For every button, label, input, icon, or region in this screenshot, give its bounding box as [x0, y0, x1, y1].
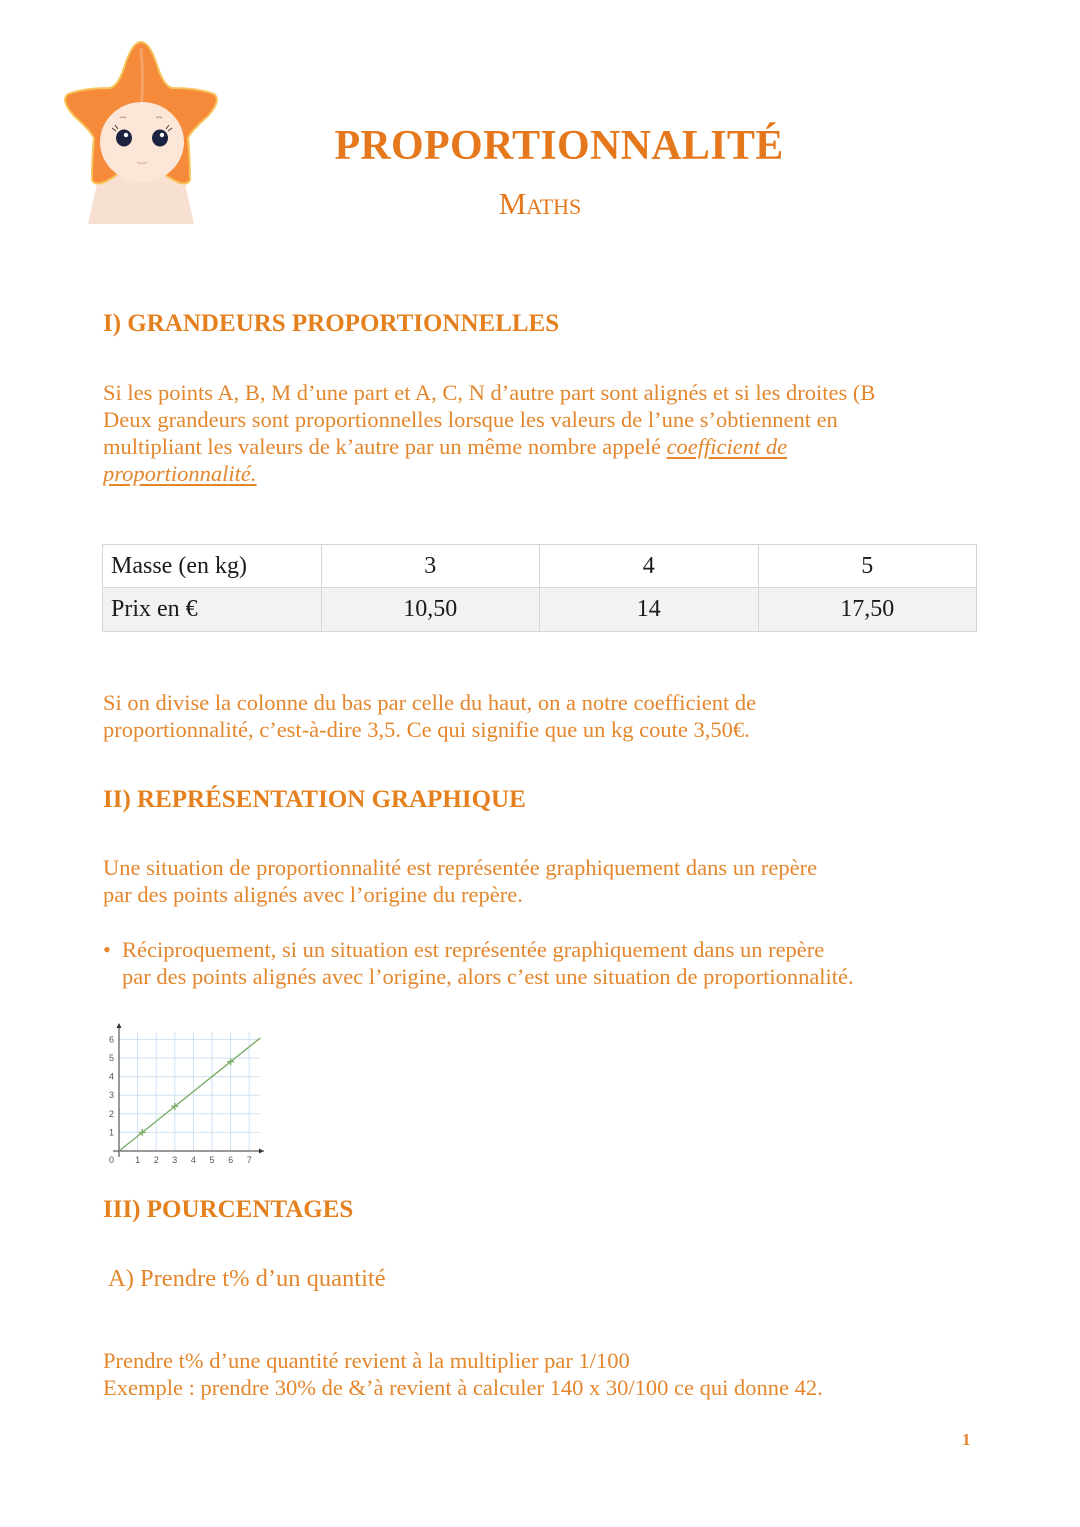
bullet-icon: • [103, 937, 111, 962]
y-tick-label: 4 [108, 1071, 114, 1082]
table-cell: Prix en € [103, 588, 322, 632]
x-tick-label: 7 [246, 1155, 252, 1165]
y-tick-label: 2 [108, 1108, 114, 1119]
section-heading-pourcentages: III) POURCENTAGES [103, 1196, 354, 1223]
page-title: PROPORTIONNALITÉ [334, 123, 784, 169]
paragraph-line: Réciproquement, si un situation est représentée graphiquement dans un repère [122, 937, 825, 962]
section3-paragraph [103, 1347, 823, 1401]
proportional-line [119, 1038, 260, 1151]
table-cell: 4 [540, 545, 759, 588]
y-tick-label: 6 [108, 1034, 114, 1045]
table-cell: 5 [758, 545, 977, 588]
paragraph-line: par des points alignés avec l’origine, alors c’est une situation de proportionnalité. [122, 964, 854, 989]
paragraph-line: Une situation de proportionnalité est représentée graphiquement dans un repère [103, 855, 818, 880]
y-tick-label: 1 [108, 1127, 114, 1138]
section-heading-representation: II) REPRÉSENTATION GRAPHIQUE [103, 786, 526, 813]
coefficient-paragraph [103, 689, 756, 743]
proportionality-graph [100, 1020, 272, 1172]
table-cell: 17,50 [758, 588, 977, 632]
section1-paragraph [103, 379, 978, 487]
page-subtitle: Maths [498, 186, 582, 221]
y-axis-arrow-icon [117, 1023, 122, 1028]
paragraph-line [103, 433, 978, 460]
line-graph [100, 1020, 272, 1172]
paragraph-line: par des points alignés avec l’origine du repère. [103, 882, 523, 907]
table-cell: 14 [540, 588, 759, 632]
paragraph-line: Prendre t% d’une quantité revient à la multiplier par 1/100 [103, 1348, 630, 1373]
paragraph-line: Si on divise la colonne du bas par celle du haut, on a notre coefficient de [103, 690, 757, 715]
table-row [103, 545, 977, 588]
section-heading-grandeurs: I) GRANDEURS PROPORTIONNELLES [103, 310, 560, 337]
proportion-table [102, 544, 977, 632]
emphasis-term: coefficient de [666, 434, 788, 459]
x-axis-arrow-icon [259, 1149, 264, 1154]
x-tick-label: 1 [135, 1155, 141, 1165]
page-number: 1 [962, 1430, 971, 1449]
paragraph-line: Exemple : prendre 30% de &’à revient à calculer 140 x 30/100 ce qui donne 42. [103, 1375, 823, 1400]
emphasis-term: proportionnalité. [103, 461, 257, 486]
x-tick-label: 4 [190, 1155, 196, 1165]
section2-paragraph [103, 854, 817, 908]
paragraph-line: Si les points A, B, M d’une part et A, C, N d’autre part sont alignés et si les droites (B [103, 380, 876, 405]
bullet-text [122, 936, 854, 990]
y-tick-label: 3 [108, 1090, 114, 1101]
table-cell: Masse (en kg) [103, 545, 322, 588]
x-tick-label: 6 [228, 1155, 234, 1165]
paragraph-line: Deux grandeurs sont proportionnelles lorsque les valeurs de l’une s’obtiennent en [103, 407, 838, 432]
x-tick-label: 2 [153, 1155, 159, 1165]
table-cell: 3 [321, 545, 540, 588]
subsection-heading: A) Prendre t% d’un quantité [108, 1265, 386, 1292]
paragraph-line [103, 460, 978, 487]
y-tick-label: 5 [108, 1053, 114, 1063]
origin-label: 0 [108, 1155, 114, 1165]
paragraph-line: proportionnalité, c’est-à-dire 3,5. Ce qui signifie que un kg coute 3,50€. [103, 717, 750, 742]
table-row [103, 588, 977, 632]
table-cell: 10,50 [321, 588, 540, 632]
x-tick-label: 3 [172, 1155, 178, 1165]
paragraph-text: multipliant les valeurs de k’autre par un même nombre appelé [103, 434, 667, 459]
x-tick-label: 5 [209, 1155, 215, 1165]
